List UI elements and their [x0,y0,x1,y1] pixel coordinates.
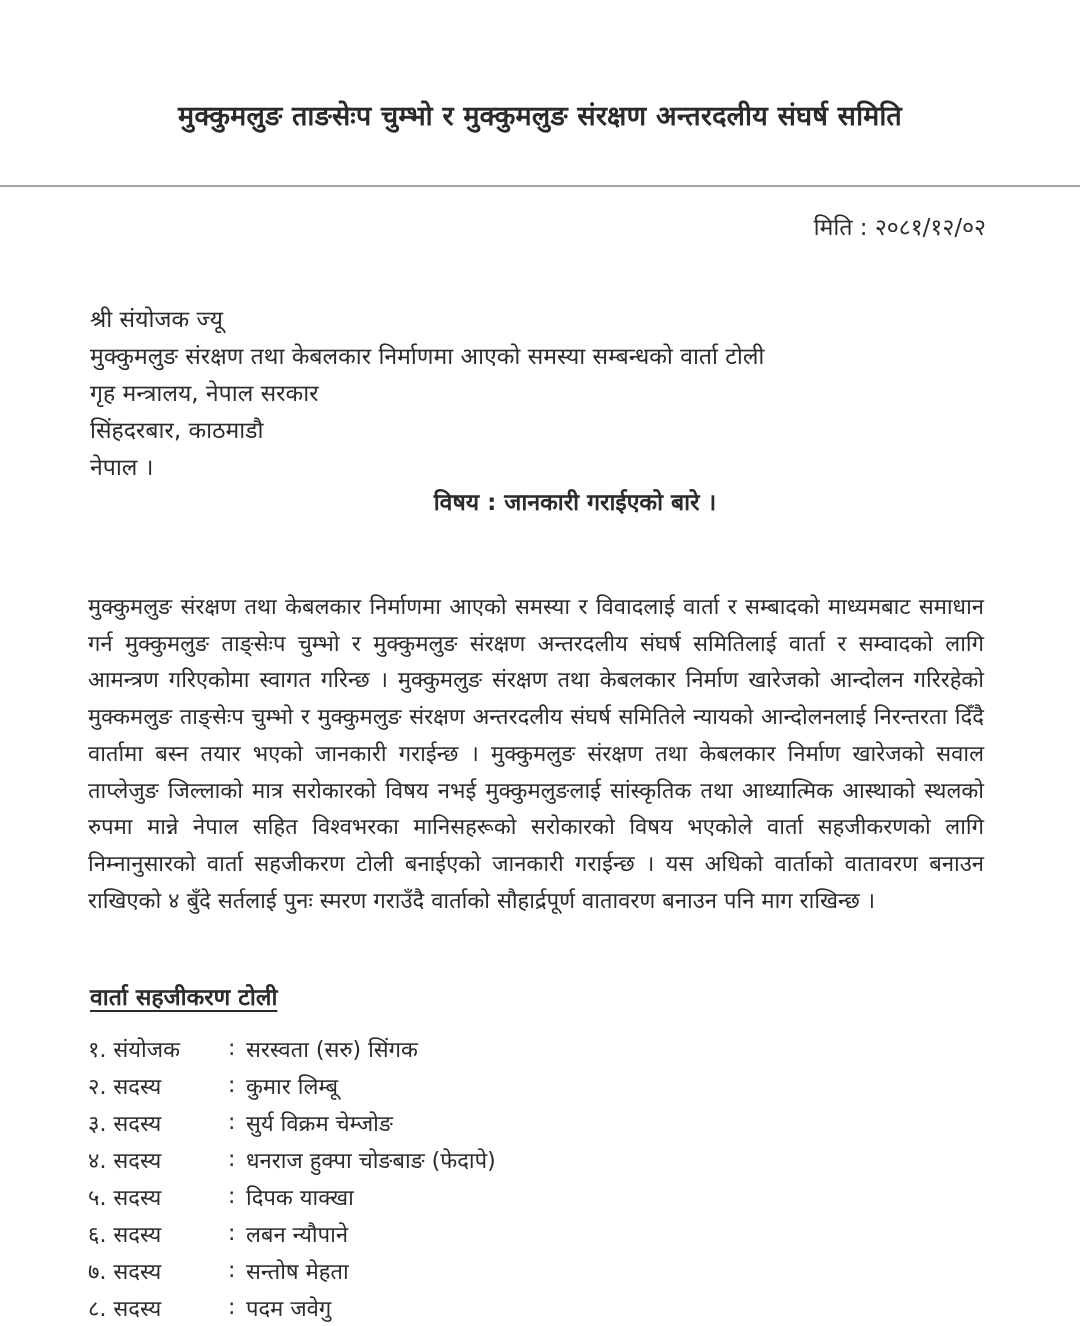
member-name: सन्तोष मेहता [246,1259,349,1285]
list-item [88,1067,496,1104]
team-member-list [88,1030,496,1326]
list-item [88,1030,496,1067]
separator: : [228,1110,236,1135]
separator: : [228,1221,236,1246]
member-role: ३. सदस्य [88,1111,162,1137]
member-name: सुर्य विक्रम चेम्जोङ [246,1111,393,1137]
member-role: १. संयोजक [88,1037,180,1063]
list-item [88,1141,496,1178]
member-role: ४. सदस्य [88,1148,162,1174]
member-name: कुमार लिम्बू [246,1074,339,1100]
list-item [88,1178,496,1215]
list-item [88,1104,496,1141]
member-name: पदम जवेगु [246,1296,332,1322]
separator: : [228,1147,236,1172]
list-item [88,1252,496,1289]
letterhead-title: मुक्कुमलुङ ताङसेःप चुम्भो र मुक्कुमलुङ संरक्षण अन्तरदलीय संघर्ष समिति [177,101,903,132]
member-role: ७. सदस्य [88,1259,162,1285]
member-name: लबन न्यौपाने [246,1222,349,1248]
address-line: सिंहदरबार, काठमाडौ [90,418,264,444]
member-name: दिपक याक्खा [246,1185,354,1211]
member-role: ५. सदस्य [88,1185,162,1211]
team-heading: वार्ता सहजीकरण टोली [90,985,278,1011]
letter-date: मिति : २०८१/१२/०२ [813,215,986,241]
address-line: नेपाल । [90,455,154,481]
member-name: सरस्वता (सरु) सिंगक [246,1037,418,1063]
address-line: गृह मन्त्रालय, नेपाल सरकार [90,381,319,407]
member-name: धनराज हुक्पा चोङबाङ (फेदापे) [246,1148,496,1174]
list-item [88,1289,496,1326]
address-line: श्री संयोजक ज्यू [90,307,223,333]
member-role: ६. सदस्य [88,1222,162,1248]
member-role: २. सदस्य [88,1074,162,1100]
separator: : [228,1258,236,1283]
separator: : [228,1073,236,1098]
separator: : [228,1036,236,1061]
letter-body: मुक्कुमलुङ संरक्षण तथा केबलकार निर्माणमा आएको समस्या र विवादलाई वार्ता र सम्बादको माध्यमबाट समाधान गर्न मुक्कुमलुङ ताङ्सेःप चुम्भो र मुक्कुमलुङ संरक्षण अन्तरदलीय संघर्ष समितिलाई वार्ता र सम्वादको लागि आमन्त्रण गरिएकोमा स्वागत गरिन्छ । मुक्कुमलुङ संरक्षण तथा केबलकार निर्माण खारेजको आन्दोलन गरिरहेको मुक्कमलुङ ताङ्सेःप चुम्भो र मुक्कुमलुङ संरक्षण अन्तरदलीय संघर्ष समितिले न्यायको आन्दोलनलाई निरन्तरता दिँदै वार्तामा बस्न तयार भएको जानकारी गराईन्छ । मुक्कुमलुङ संरक्षण तथा केबलकार निर्माण खारेजको सवाल ताप्लेजुङ जिल्लाको मात्र सरोकारको विषय नभई मुक्कुमलुङलाई सांस्कृतिक तथा आध्यात्मिक आस्थाको स्थलको रुपमा मान्ने नेपाल सहित विश्वभरका मानिसहरूको सरोकारको विषय भएकोले वार्ता सहजीकरणको लागि निम्नानुसारको वार्ता सहजीकरण टोली बनाईएको जानकारी गराईन्छ । यस अधिको वार्ताको वातावरण बनाउन राखिएको ४ बुँदे सर्तलाई पुनः स्मरण गराउँदै वार्ताको सौहार्द्रपूर्ण वातावरण बनाउन पनि माग राखिन्छ । [88,595,984,914]
letter-subject: विषय : जानकारी गराईएको बारे । [433,490,717,516]
separator: : [228,1184,236,1209]
recipient-address [90,302,764,487]
member-role: ८. सदस्य [88,1296,162,1322]
address-line: मुक्कुमलुङ संरक्षण तथा केबलकार निर्माणमा आएको समस्या सम्बन्धको वार्ता टोली [90,344,765,370]
separator: : [228,1295,236,1320]
letterhead-divider [0,185,1080,187]
list-item [88,1215,496,1252]
